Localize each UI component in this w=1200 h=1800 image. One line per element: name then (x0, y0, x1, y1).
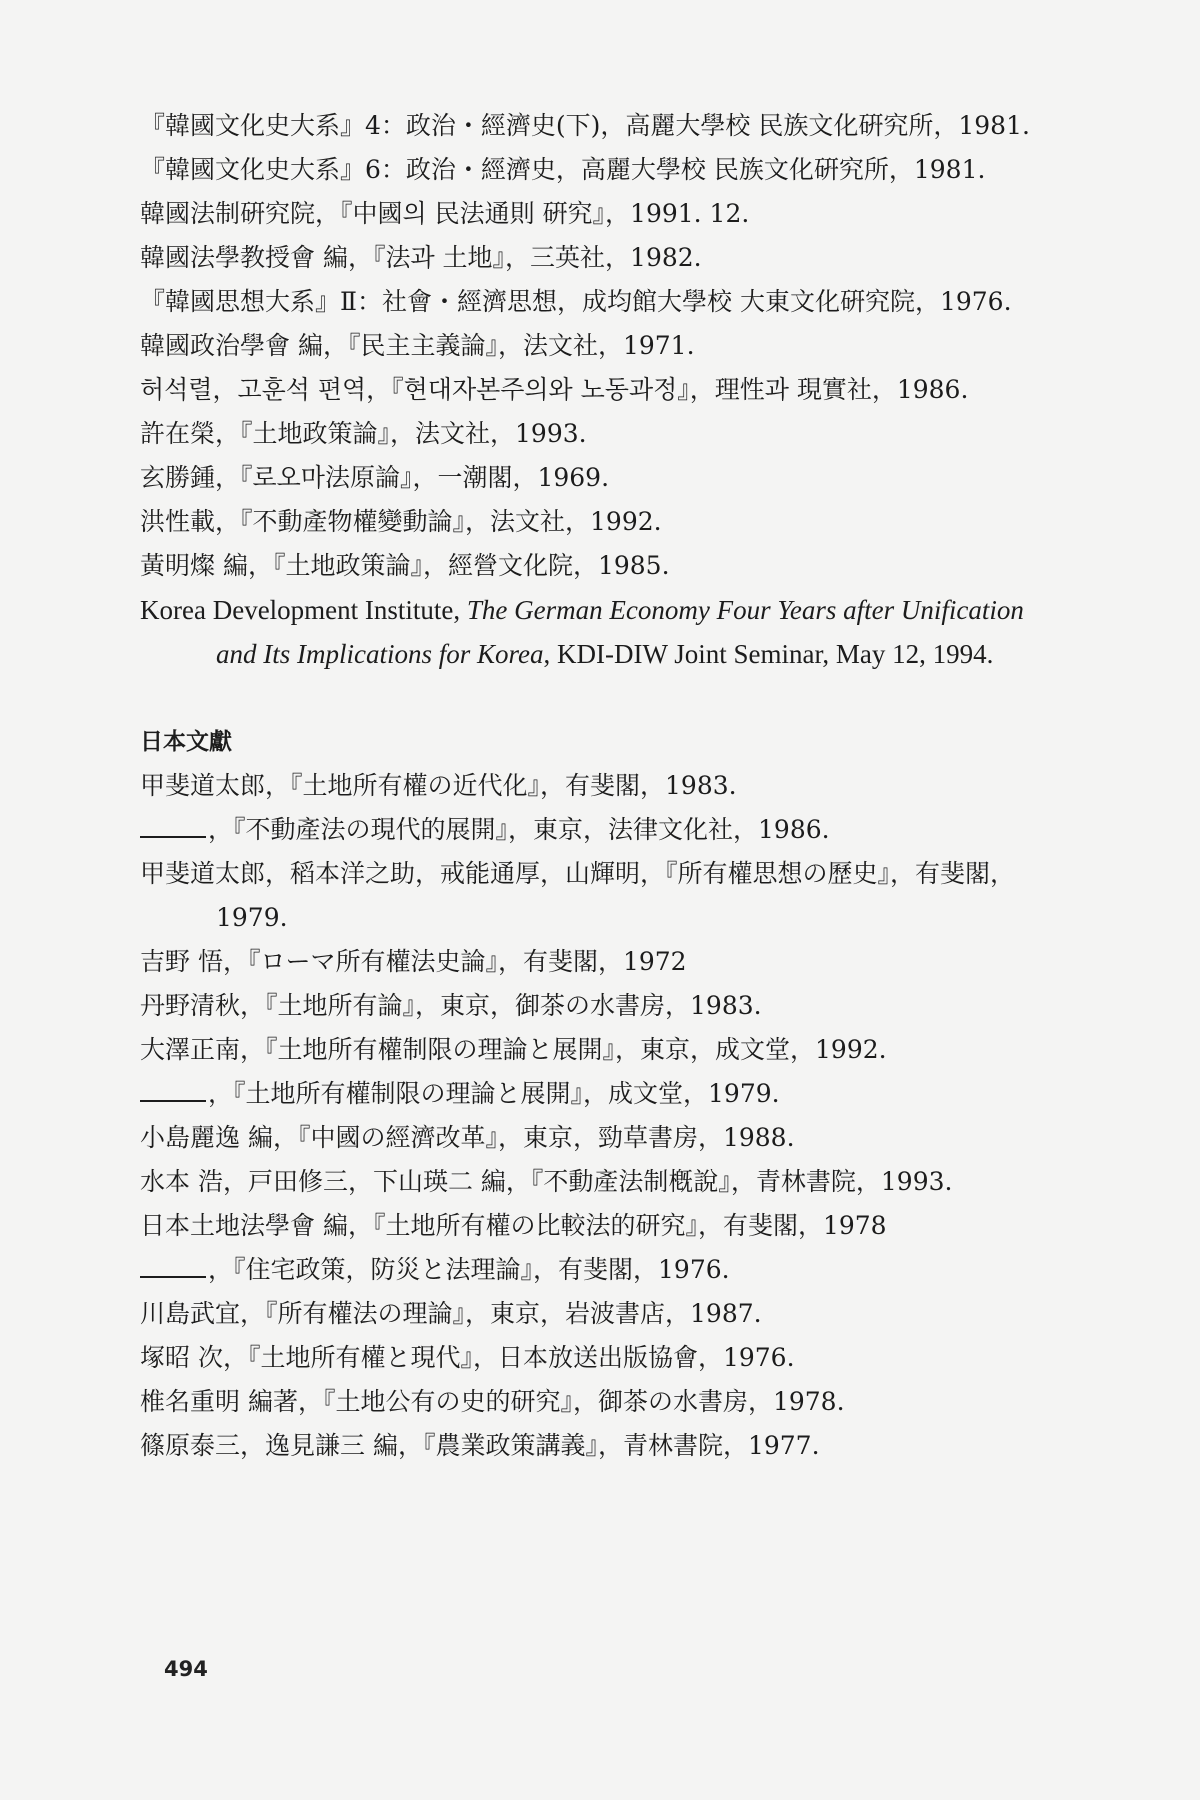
reference-text: ，『不動產法の現代的展開』，東京，法律文化社，1986. (208, 815, 830, 844)
reference-entry (140, 764, 1040, 808)
english-ref-rest: , KDI-DIW Joint Seminar, May 12, 1994. (543, 639, 994, 669)
reference-text: 川島武宜，『所有權法の理論』，東京，岩波書店，1987. (140, 1299, 762, 1328)
reference-entry (140, 984, 1040, 1028)
reference-entry (140, 1160, 1040, 1204)
reference-text: 大澤正南，『土地所有權制限の理論と展開』，東京，成文堂，1992. (140, 1035, 887, 1064)
reference-entry: 『韓國文化史大系』4：政治・經濟史(下)，高麗大學校 民族文化硏究所，1981. (140, 111, 1030, 140)
reference-text: 日本土地法學會 編，『土地所有權の比較法的研究』，有斐閣，1978 (140, 1211, 887, 1240)
ditto-author-line (140, 1250, 206, 1278)
japanese-section-heading: 日本文獻 (140, 729, 232, 755)
reference-text: 水本 浩，戸田修三，下山瑛二 編，『不動產法制槪說』，青林書院，1993. (140, 1167, 953, 1196)
reference-entry (140, 852, 1040, 940)
ditto-author-line (140, 1074, 206, 1102)
reference-entry: 玄勝鍾，『로오마法原論』，一潮閣，1969. (140, 463, 610, 492)
reference-entry (140, 808, 1040, 852)
reference-entry: 『韓國思想大系』Ⅱ：社會・經濟思想，成均館大學校 大東文化硏究院，1976. (140, 287, 1012, 316)
reference-text: 篠原泰三，逸見謙三 編，『農業政策講義』，青林書院，1977. (140, 1431, 820, 1460)
reference-entry (140, 1028, 1040, 1072)
reference-entry (140, 1072, 1040, 1116)
reference-entry: 韓國政治學會 編，『民主主義論』，法文社，1971. (140, 331, 695, 360)
reference-text: 甲斐道太郎，稻本洋之助，戒能通厚，山輝明，『所有權思想の歷史』，有斐閣，1979. (140, 859, 1016, 932)
reference-text: 小島麗逸 編，『中國の經濟改革』，東京，勁草書房，1988. (140, 1123, 795, 1152)
reference-entry (140, 1292, 1040, 1336)
reference-entry (140, 1204, 1040, 1248)
reference-text: 塚昭 次，『土地所有權と現代』，日本放送出版協會，1976. (140, 1343, 795, 1372)
reference-entry (140, 940, 1040, 984)
reference-text: 吉野 悟，『ローマ所有權法史論』，有斐閣，1972 (140, 947, 687, 976)
reference-entry: 韓國法制硏究院，『中國의 民法通則 硏究』，1991. 12. (140, 199, 750, 228)
reference-entry (140, 1336, 1040, 1380)
reference-text: ，『住宅政策，防災と法理論』，有斐閣，1976. (208, 1255, 730, 1284)
reference-entry: 『韓國文化史大系』6：政治・經濟史，高麗大學校 民族文化硏究所，1981. (140, 155, 986, 184)
reference-entry: 허석렬，고훈석 편역，『현대자본주의와 노동과정』，理性과 現實社，1986. (140, 375, 969, 404)
korean-references (140, 104, 1040, 588)
page-number: 494 (164, 1657, 208, 1681)
reference-entry: 黃明燦 編，『土地政策論』，經營文化院，1985. (140, 551, 670, 580)
reference-entry (140, 1424, 1040, 1468)
reference-text: 丹野清秋，『土地所有論』，東京，御茶の水書房，1983. (140, 991, 762, 1020)
reference-text: 甲斐道太郎，『土地所有權の近代化』，有斐閣，1983. (140, 771, 737, 800)
reference-entry (140, 1248, 1040, 1292)
japanese-references (140, 764, 1040, 1468)
reference-entry: 洪性載，『不動產物權變動論』，法文社，1992. (140, 507, 662, 536)
reference-list (140, 104, 1040, 1468)
reference-entry (140, 1380, 1040, 1424)
english-ref-title: The German Economy Four Years after Unification and Its Implications for Korea (216, 595, 1031, 669)
english-reference (140, 588, 1040, 676)
reference-text: ，『土地所有權制限の理論と展開』，成文堂，1979. (208, 1079, 780, 1108)
reference-entry: 韓國法學教授會 編，『法과 土地』，三英社，1982. (140, 243, 702, 272)
english-ref-author: Korea Development Institute, (140, 595, 467, 625)
ditto-author-line (140, 810, 206, 838)
reference-entry: 許在榮，『土地政策論』，法文社，1993. (140, 419, 587, 448)
reference-text: 椎名重明 編著，『土地公有の史的研究』，御茶の水書房，1978. (140, 1387, 845, 1416)
reference-entry (140, 1116, 1040, 1160)
